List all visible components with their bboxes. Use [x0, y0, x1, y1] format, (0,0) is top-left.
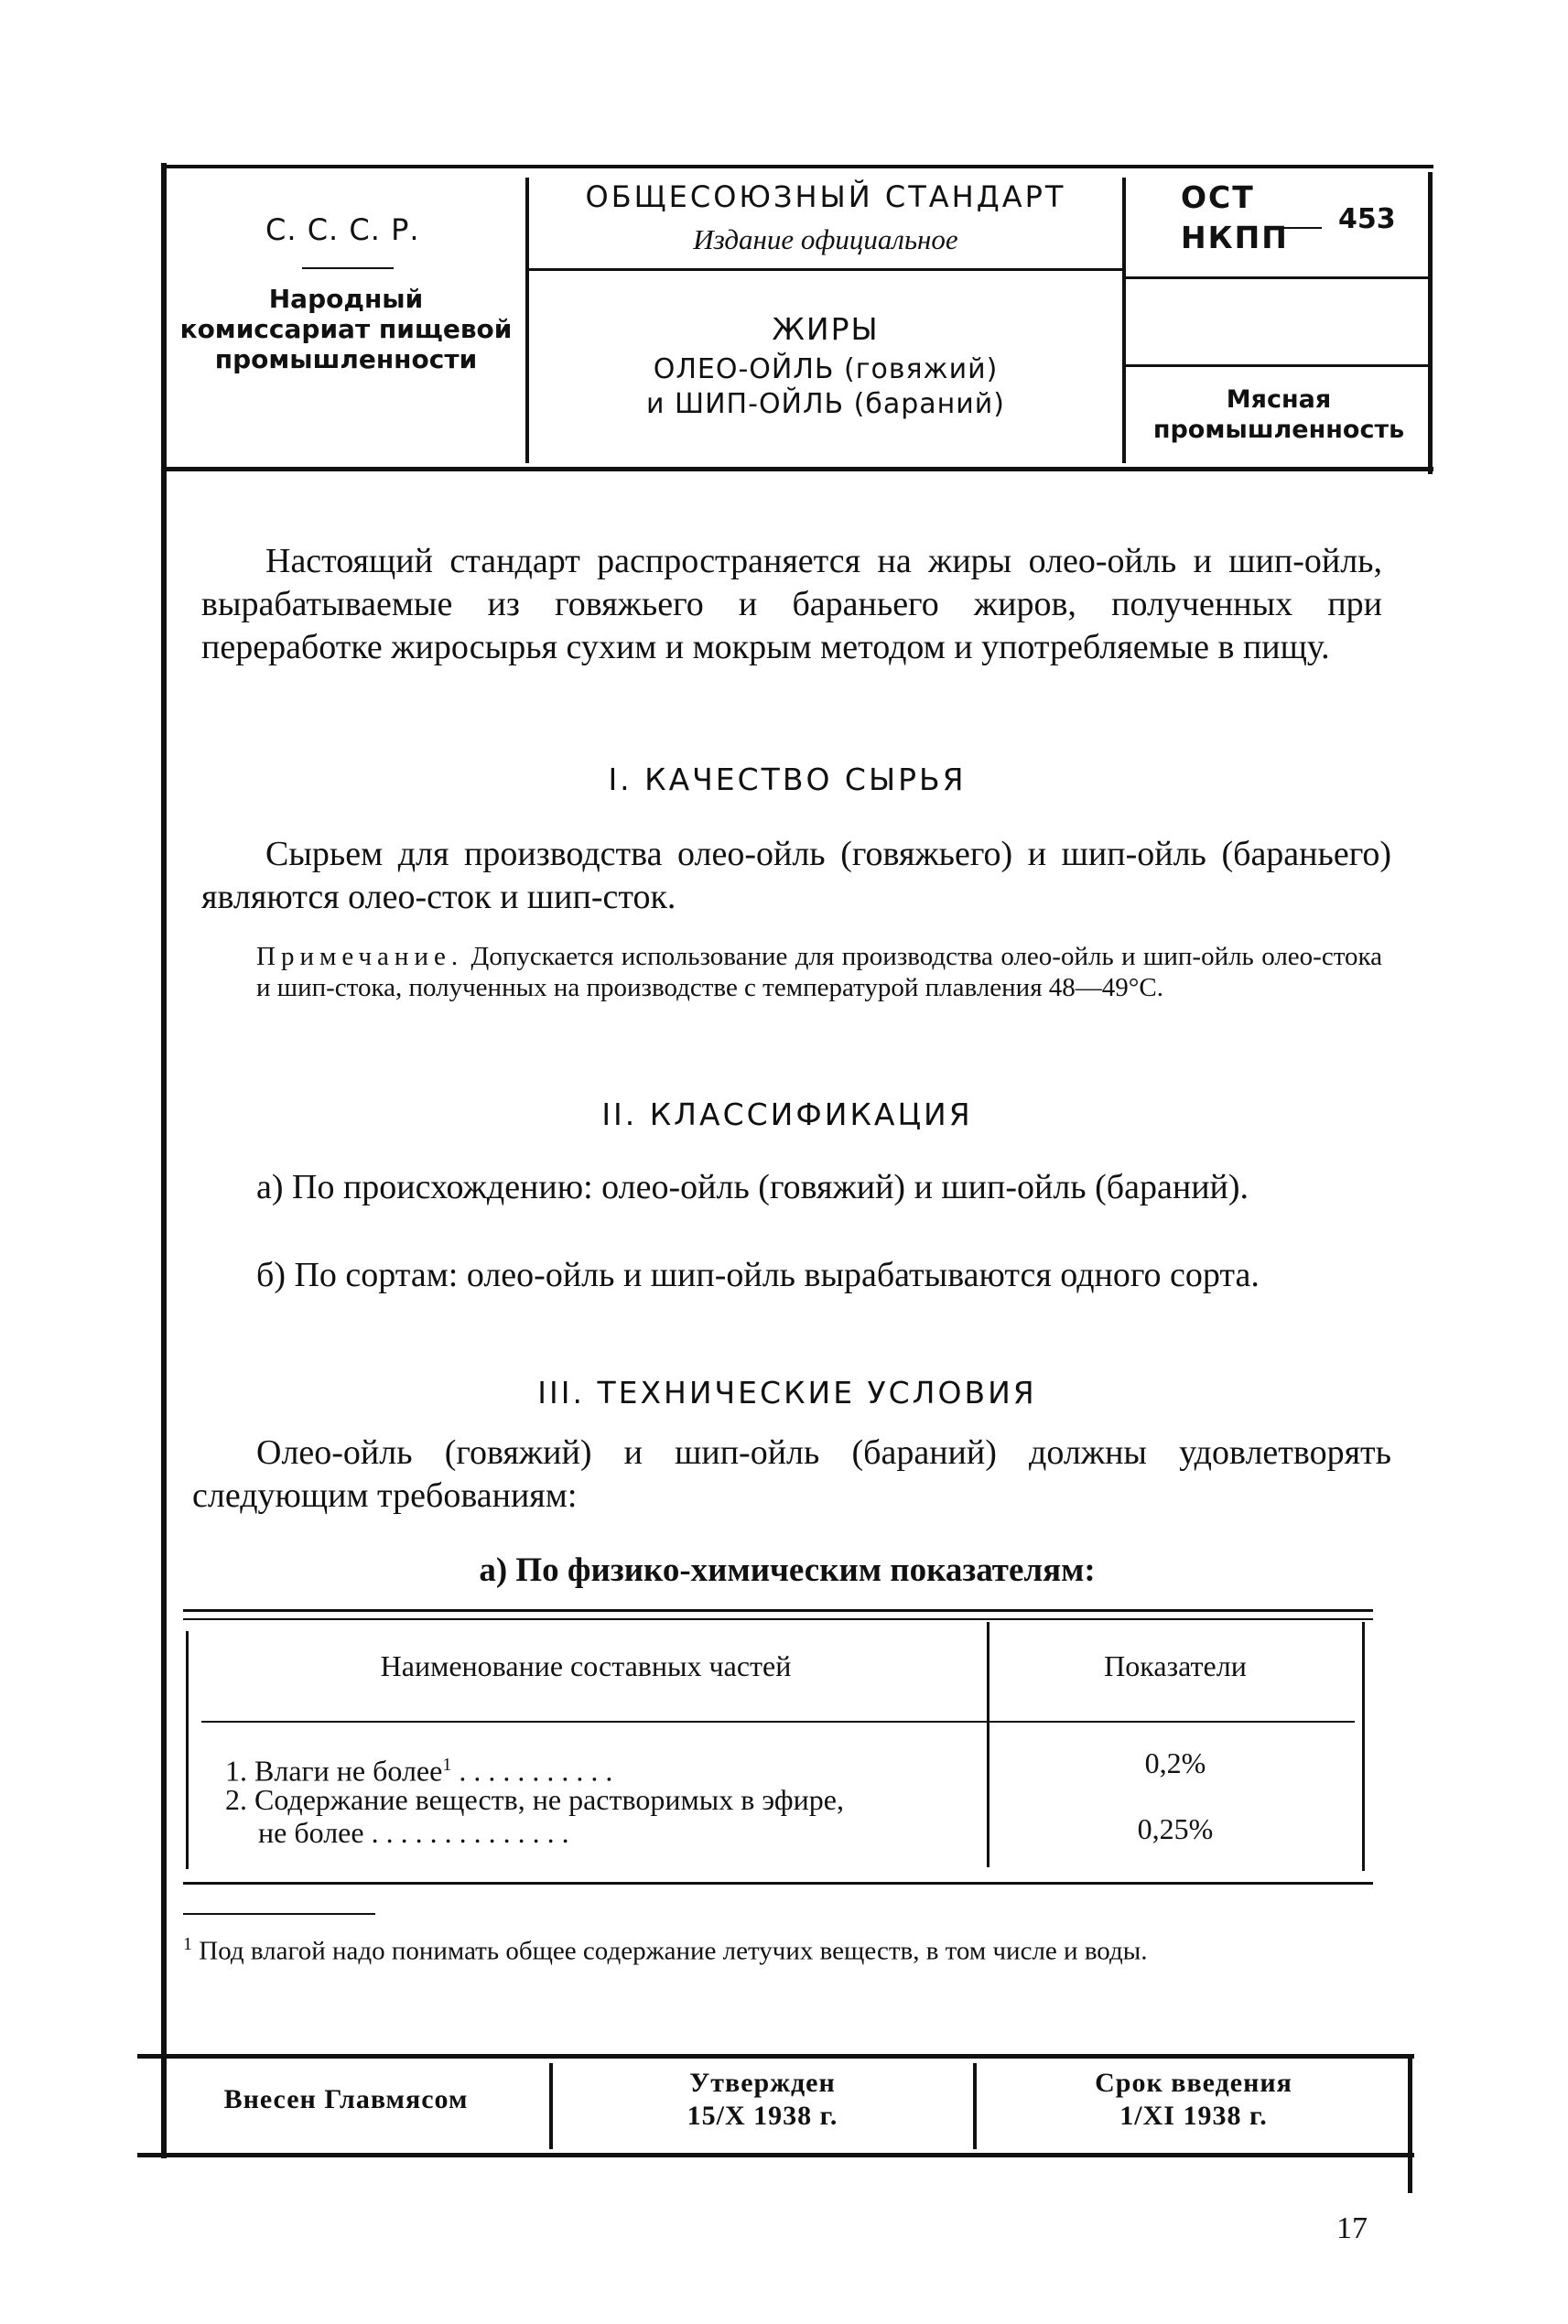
intro-text: Настоящий стандарт распространяется на жиры олео-ойль и шип-ойль, вырабатываемые из говяжьего и бараньего жиров, полученных при переработке жиросырья сухим и мокрым методом и употребляемые в пищу.	[201, 542, 1382, 666]
footnote-text: Под влагой надо понимать общее содержание летучих веществ, в том числе и воды.	[199, 1936, 1148, 1966]
approval-divider-1	[549, 2063, 553, 2149]
standard-title: ОБЩЕСОЮЗНЫЙ СТАНДАРТ	[585, 179, 1066, 214]
classification-a-text: а) По происхождению: олео-ойль (говяжий) и шип-ойль (бараний).	[256, 1168, 1249, 1206]
header-right-rule-1	[1126, 276, 1433, 279]
table-bottom-rule	[183, 1882, 1373, 1885]
classification-a	[192, 1166, 1382, 1209]
approval-approved	[555, 2067, 970, 2133]
frame-left-rule	[161, 163, 167, 2158]
subject-line-1: ОЛЕО-ОЙЛЬ (говяжий)	[653, 353, 999, 385]
header-left-short-rule	[302, 267, 394, 269]
section-1-heading: I. КАЧЕСТВО СЫРЬЯ	[608, 762, 967, 797]
classification-b-text: б) По сортам: олео-ойль и шип-ойль вырабатываются одного сорта.	[256, 1256, 1260, 1294]
effective-date: 1/XI 1938 г.	[1119, 2101, 1268, 2131]
header-bottom-rule	[161, 467, 1433, 471]
header-right-rule-2	[1126, 364, 1433, 367]
ost-label: ОСТ	[1181, 179, 1255, 215]
row-1-dots: . . . . . . . . . . .	[451, 1754, 613, 1788]
page-number: 17	[1336, 2211, 1368, 2245]
intro-paragraph	[201, 540, 1382, 669]
subject-title: ЖИРЫ	[772, 311, 880, 347]
country-label: С. С. С. Р.	[265, 212, 420, 247]
header-center-rule	[529, 268, 1122, 271]
header-top-rule	[161, 165, 1433, 168]
row-1-footnote-mark: 1	[442, 1755, 452, 1775]
table-row-1-value: 0,2%	[1144, 1746, 1206, 1779]
table-row-2-name: 2. Содержание веществ, не растворимых в эфире,	[225, 1783, 844, 1816]
section-3-text: Олео-ойль (говяжий) и шип-ойль (бараний) должны удовлетворять следующим требованиям:	[192, 1433, 1391, 1515]
approval-divider-2	[973, 2063, 977, 2149]
table-top-rule	[183, 1609, 1373, 1612]
section-2-heading: II. КЛАССИФИКАЦИЯ	[601, 1097, 973, 1132]
header-divider-left	[525, 178, 529, 463]
subject-line-2: и ШИП-ОЙЛЬ (бараний)	[646, 388, 1005, 420]
header-divider-right	[1122, 178, 1126, 463]
section-1-note	[256, 941, 1382, 1003]
table-top-rule-2	[183, 1618, 1373, 1620]
table-header-rule	[201, 1721, 1355, 1723]
approval-submitted: Внесен Главмясом	[223, 2084, 469, 2114]
section-3-paragraph	[192, 1432, 1391, 1518]
approval-bottom-rule	[137, 2153, 1414, 2157]
classification-b	[192, 1254, 1382, 1297]
table-header-name: Наименование составных частей	[380, 1649, 792, 1682]
edition-label: Издание официальное	[693, 223, 958, 255]
table-row-2-name-cont: не более . . . . . . . . . . . . . .	[258, 1816, 569, 1849]
approved-label: Утвержден	[689, 2068, 836, 2098]
effective-label: Срок введения	[1095, 2068, 1292, 2098]
commissariat-label: Народный комиссариат пищевой промышленности	[179, 284, 513, 374]
ost-number: 453	[1338, 203, 1396, 235]
approval-effective	[978, 2067, 1410, 2133]
footnote	[183, 1928, 1364, 1969]
footnote-mark: 1	[183, 1934, 192, 1954]
industry-label: Мясная промышленность	[1152, 385, 1405, 444]
table-row-1-name	[225, 1748, 976, 1788]
note-label: Примечание.	[256, 942, 464, 971]
approval-top-rule	[137, 2054, 1414, 2059]
table-left-rule	[186, 1631, 189, 1869]
section-3-subheading: а) По физико-химическим показателям:	[479, 1551, 1096, 1589]
note-text: Допускается использование для производства олео-ойль и шип-ойль олео-стока и шип-стока, полученных на производстве с температурой плавления 48—49°С.	[256, 942, 1383, 1002]
footnote-rule	[183, 1913, 375, 1915]
section-1-text: Сырьем для производства олео-ойль (говяжьего) и шип-ойль (бараньего) являются олео-сток и шип-сток.	[201, 835, 1391, 916]
section-1-paragraph	[201, 833, 1391, 919]
nkpp-label: НКПП	[1181, 220, 1289, 255]
table-header-value: Показатели	[1104, 1649, 1247, 1682]
approved-date: 15/X 1938 г.	[687, 2101, 838, 2131]
row-1-label: 1. Влаги не более	[225, 1754, 443, 1788]
section-3-heading: III. ТЕХНИЧЕСКИЕ УСЛОВИЯ	[537, 1375, 1037, 1411]
table-row-2-value: 0,25%	[1137, 1812, 1214, 1845]
table-right-rule	[1362, 1622, 1365, 1871]
table-column-divider	[987, 1622, 989, 1867]
